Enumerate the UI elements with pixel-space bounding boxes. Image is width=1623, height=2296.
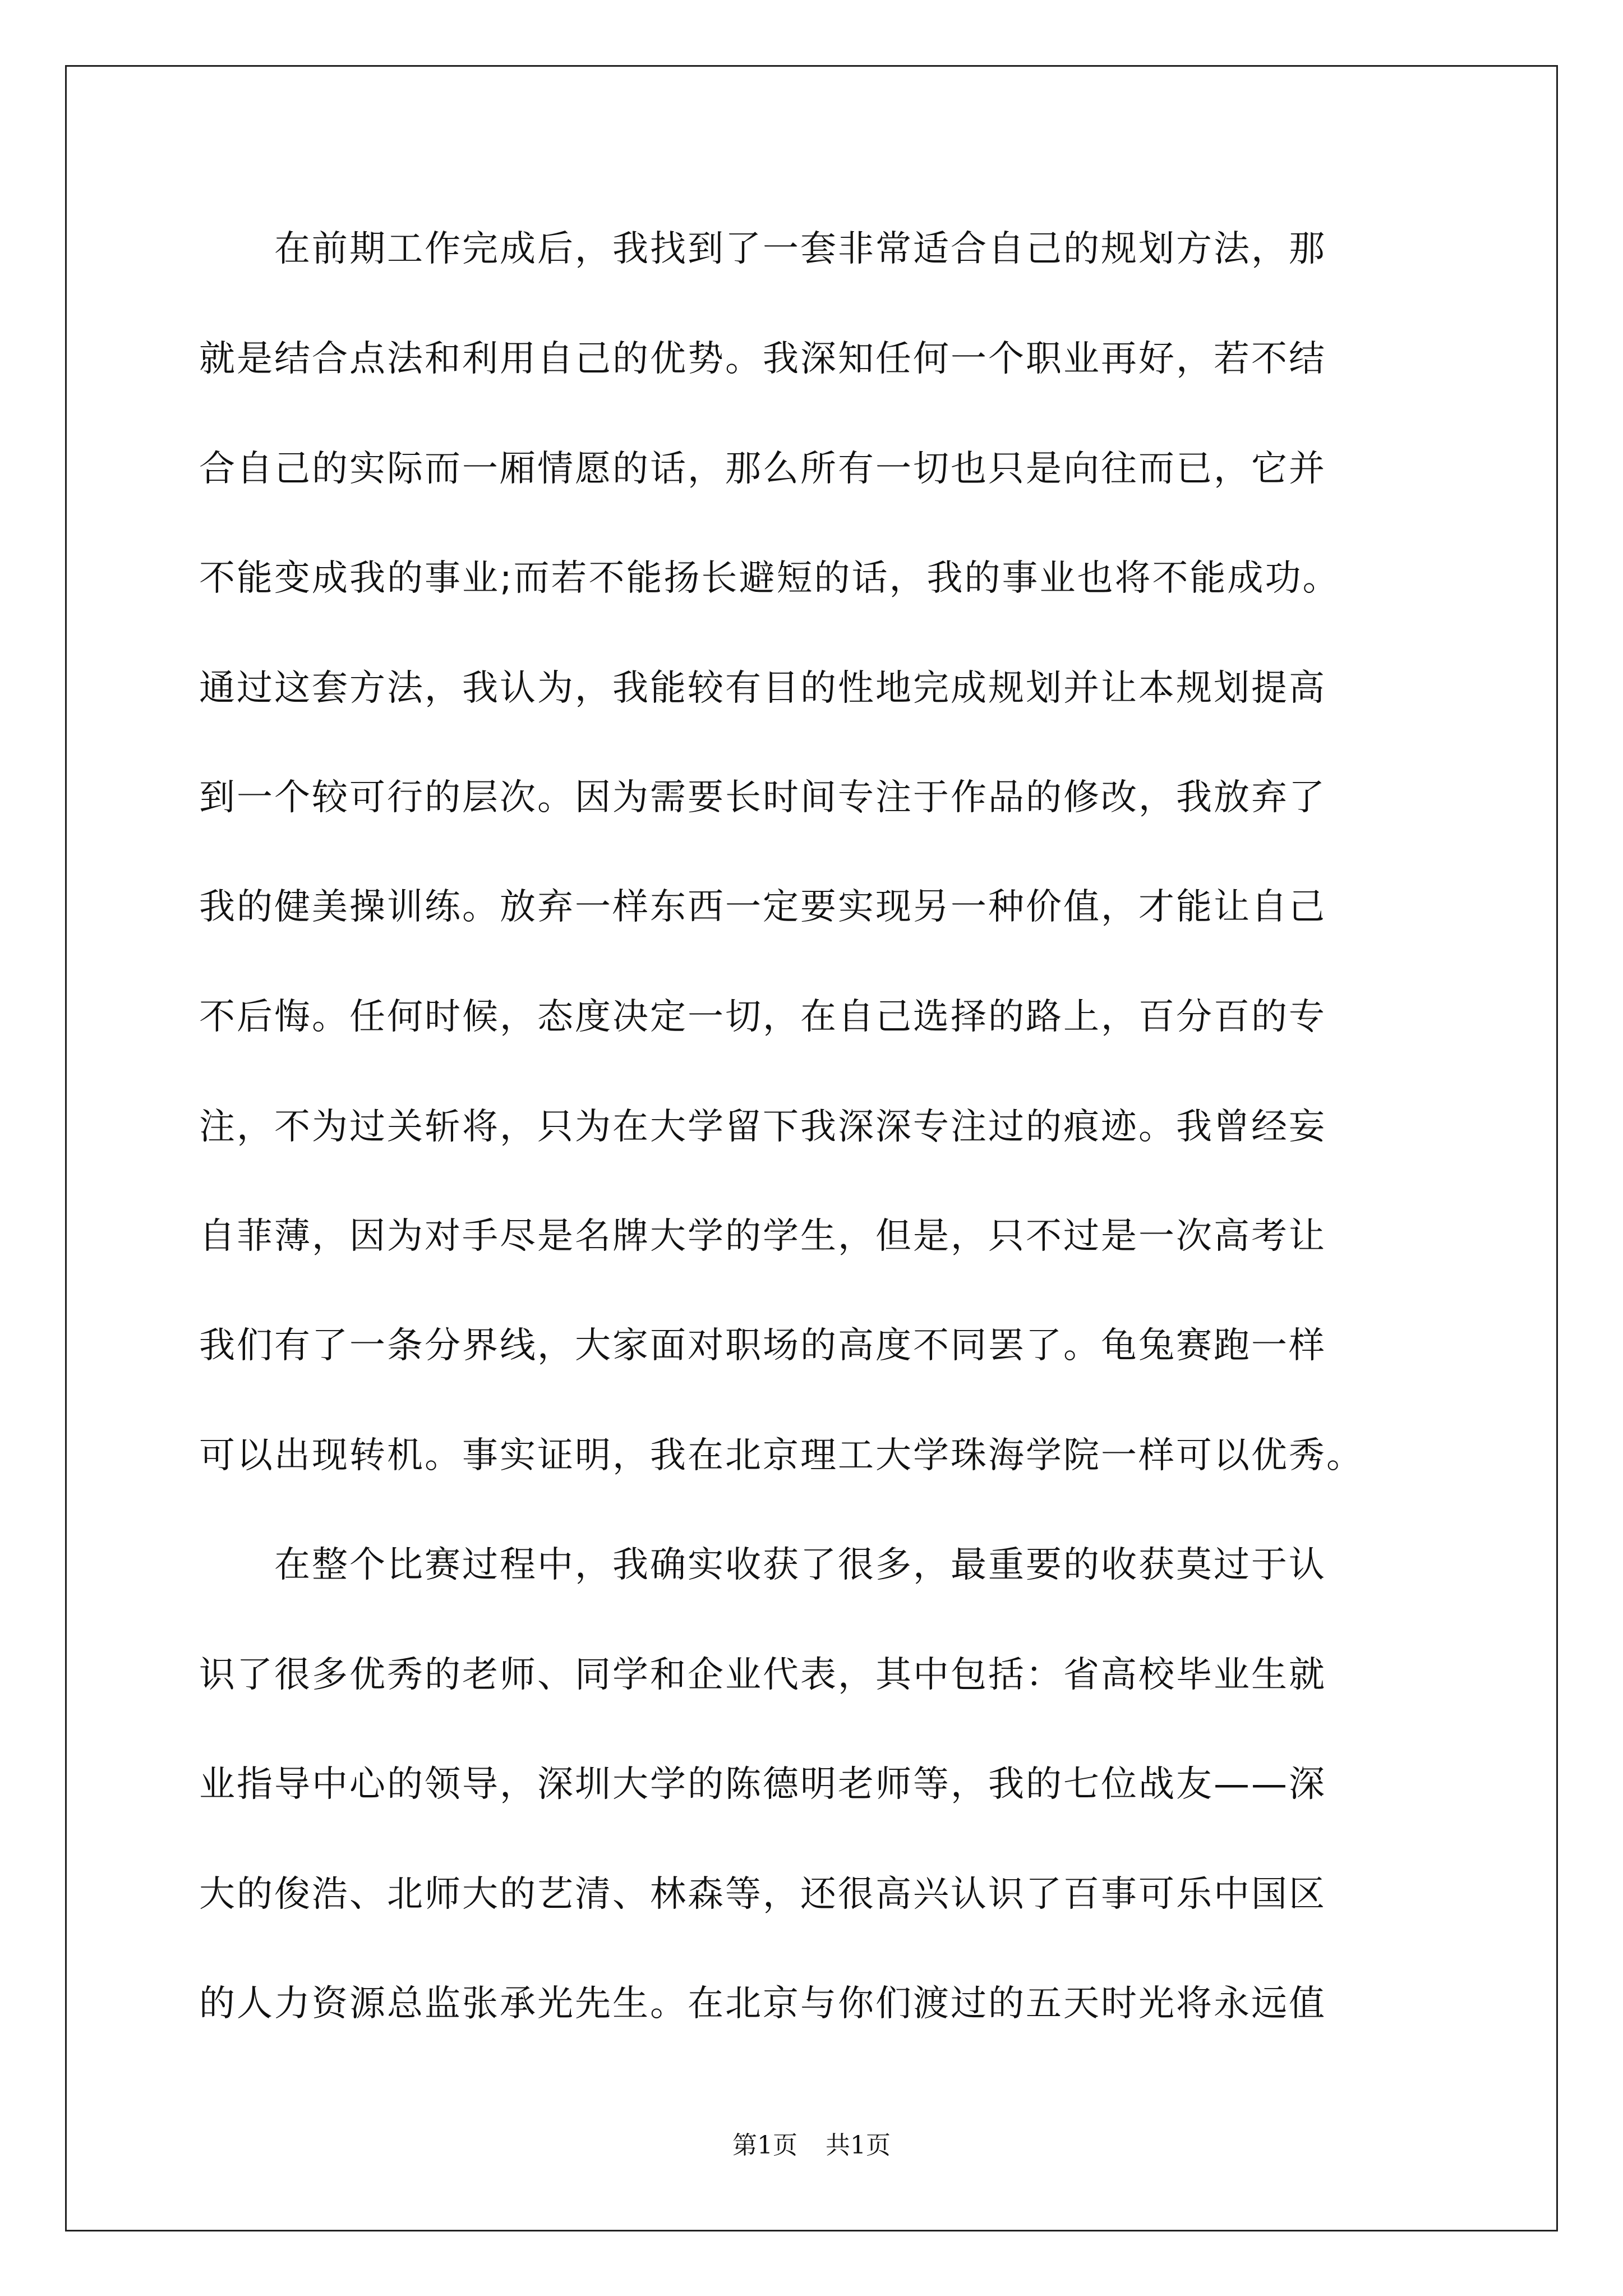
text-line: 到一个较可行的层次。因为需要长时间专注于作品的修改，我放弃了 — [199, 777, 1326, 818]
text-line: 可以出现转机。事实证明，我在北京理工大学珠海学院一样可以优秀。 — [199, 1435, 1364, 1476]
text-line: 识了很多优秀的老师、同学和企业代表，其中包括：省高校毕业生就 — [199, 1654, 1326, 1696]
text-line: 不能变成我的事业;而若不能扬长避短的话，我的事业也将不能成功。 — [199, 558, 1340, 599]
text-line: 不后悔。任何时候，态度决定一切，在自己选择的路上，百分百的专 — [199, 996, 1326, 1038]
text-line: 在整个比赛过程中，我确实收获了很多，最重要的收获莫过于认 — [199, 1544, 1326, 1586]
page-total: 共1页 — [826, 2131, 891, 2160]
text-line: 合自己的实际而一厢情愿的话，那么所有一切也只是向往而已，它并 — [199, 448, 1326, 490]
text-line: 就是结合点法和利用自己的优势。我深知任何一个职业再好，若不结 — [199, 338, 1326, 380]
text-line: 自菲薄，因为对手尽是名牌大学的学生，但是，只不过是一次高考让 — [199, 1216, 1326, 1257]
text-line: 在前期工作完成后，我找到了一套非常适合自己的规划方法，那 — [199, 228, 1326, 270]
page-number: 第1页 — [732, 2131, 797, 2160]
text-line: 的人力资源总监张承光先生。在北京与你们渡过的五天时光将永远值 — [199, 1983, 1326, 2024]
text-line: 我的健美操训练。放弃一样东西一定要实现另一种价值，才能让自己 — [199, 886, 1326, 928]
text-line: 业指导中心的领导，深圳大学的陈德明老师等，我的七位战友——深 — [199, 1764, 1326, 1805]
text-line: 注，不为过关斩将，只为在大学留下我深深专注过的痕迹。我曾经妄 — [199, 1106, 1326, 1148]
text-line: 通过这套方法，我认为，我能较有目的性地完成规划并让本规划提高 — [199, 668, 1326, 709]
text-line: 我们有了一条分界线，大家面对职场的高度不同罢了。龟兔赛跑一样 — [199, 1325, 1326, 1366]
page-footer — [0, 2129, 1623, 2162]
text-line: 大的俊浩、北师大的艺清、林森等，还很高兴认识了百事可乐中国区 — [199, 1874, 1326, 1915]
